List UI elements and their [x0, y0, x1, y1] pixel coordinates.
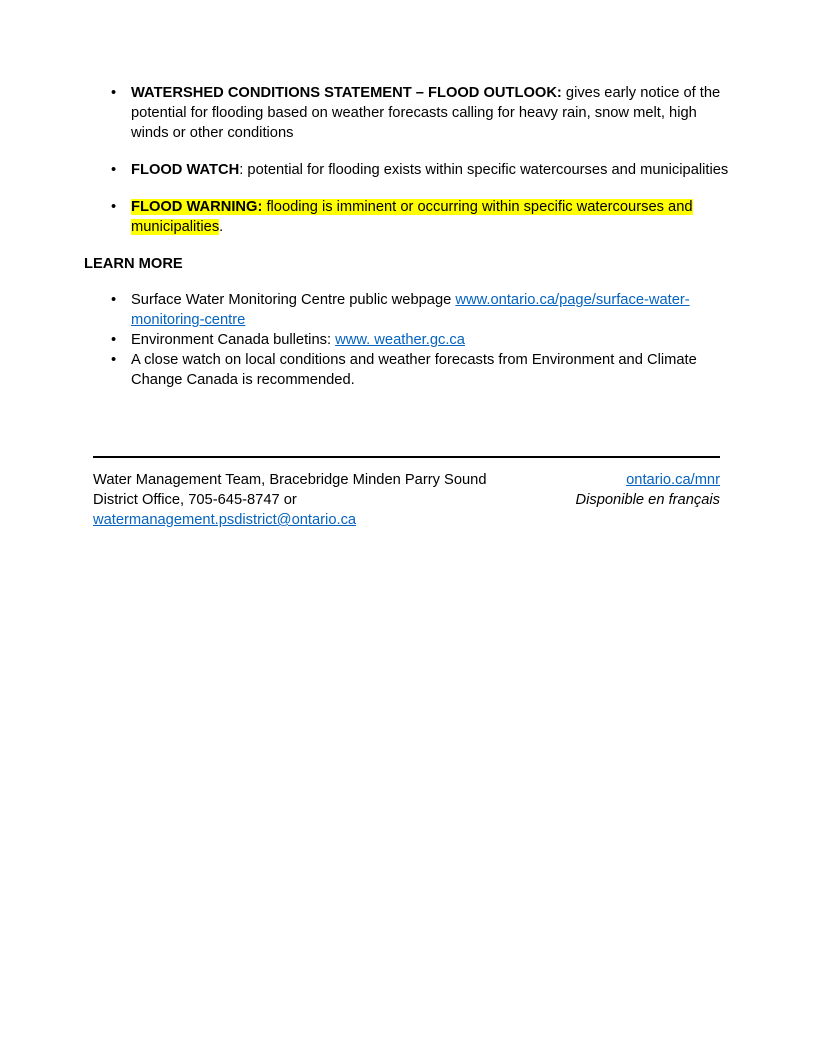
warning-term: FLOOD WATCH — [131, 162, 240, 178]
list-item-flood-watch — [131, 160, 734, 180]
highlighted-text — [131, 199, 693, 235]
footer-contact-block — [93, 470, 505, 530]
warning-description: : potential for flooding exists within specific watercourses and municipalities — [239, 162, 729, 178]
learn-more-list — [84, 290, 734, 390]
warning-definitions-list — [84, 83, 734, 237]
main-content — [84, 83, 734, 390]
list-item-environment-canada — [131, 330, 734, 350]
footer-links-block — [575, 470, 720, 510]
item-text: Environment Canada bulletins: — [131, 332, 336, 348]
contact-info: Water Management Team, Bracebridge Minden Parry Sound District Office, 705-645-8747 or — [93, 472, 487, 508]
item-text: Surface Water Monitoring Centre public webpage — [131, 292, 456, 308]
page-footer — [93, 456, 720, 530]
language-note: Disponible en français — [575, 492, 720, 508]
list-item-flood-outlook — [131, 83, 734, 143]
trailing-period: . — [219, 219, 224, 235]
list-item-close-watch — [131, 350, 734, 390]
warning-term: WATERSHED CONDITIONS STATEMENT – FLOOD OUTLOOK: — [131, 85, 562, 101]
list-item-surface-water — [131, 290, 734, 330]
item-text: A close watch on local conditions and weather forecasts from Environment and Climate Change Canada is recommended. — [131, 352, 697, 388]
list-item-flood-warning — [131, 197, 734, 237]
warning-description: flooding is imminent or occurring within specific watercourses and municipalities — [131, 199, 693, 235]
weather-gc-link[interactable]: www. weather.gc.ca — [335, 332, 465, 348]
ontario-mnr-link[interactable]: ontario.ca/mnr — [626, 472, 720, 488]
surface-water-monitoring-link[interactable]: www.ontario.ca/page/surface-water-monitoring-centre — [131, 292, 690, 328]
contact-email-link[interactable]: watermanagement.psdistrict@ontario.ca — [93, 512, 357, 528]
warning-description: gives early notice of the potential for flooding based on weather forecasts calling for heavy rain, snow melt, high winds or other conditions — [131, 85, 721, 141]
learn-more-heading: LEARN MORE — [84, 256, 183, 272]
warning-term: FLOOD WARNING: — [131, 199, 263, 215]
footer-columns — [93, 458, 720, 530]
